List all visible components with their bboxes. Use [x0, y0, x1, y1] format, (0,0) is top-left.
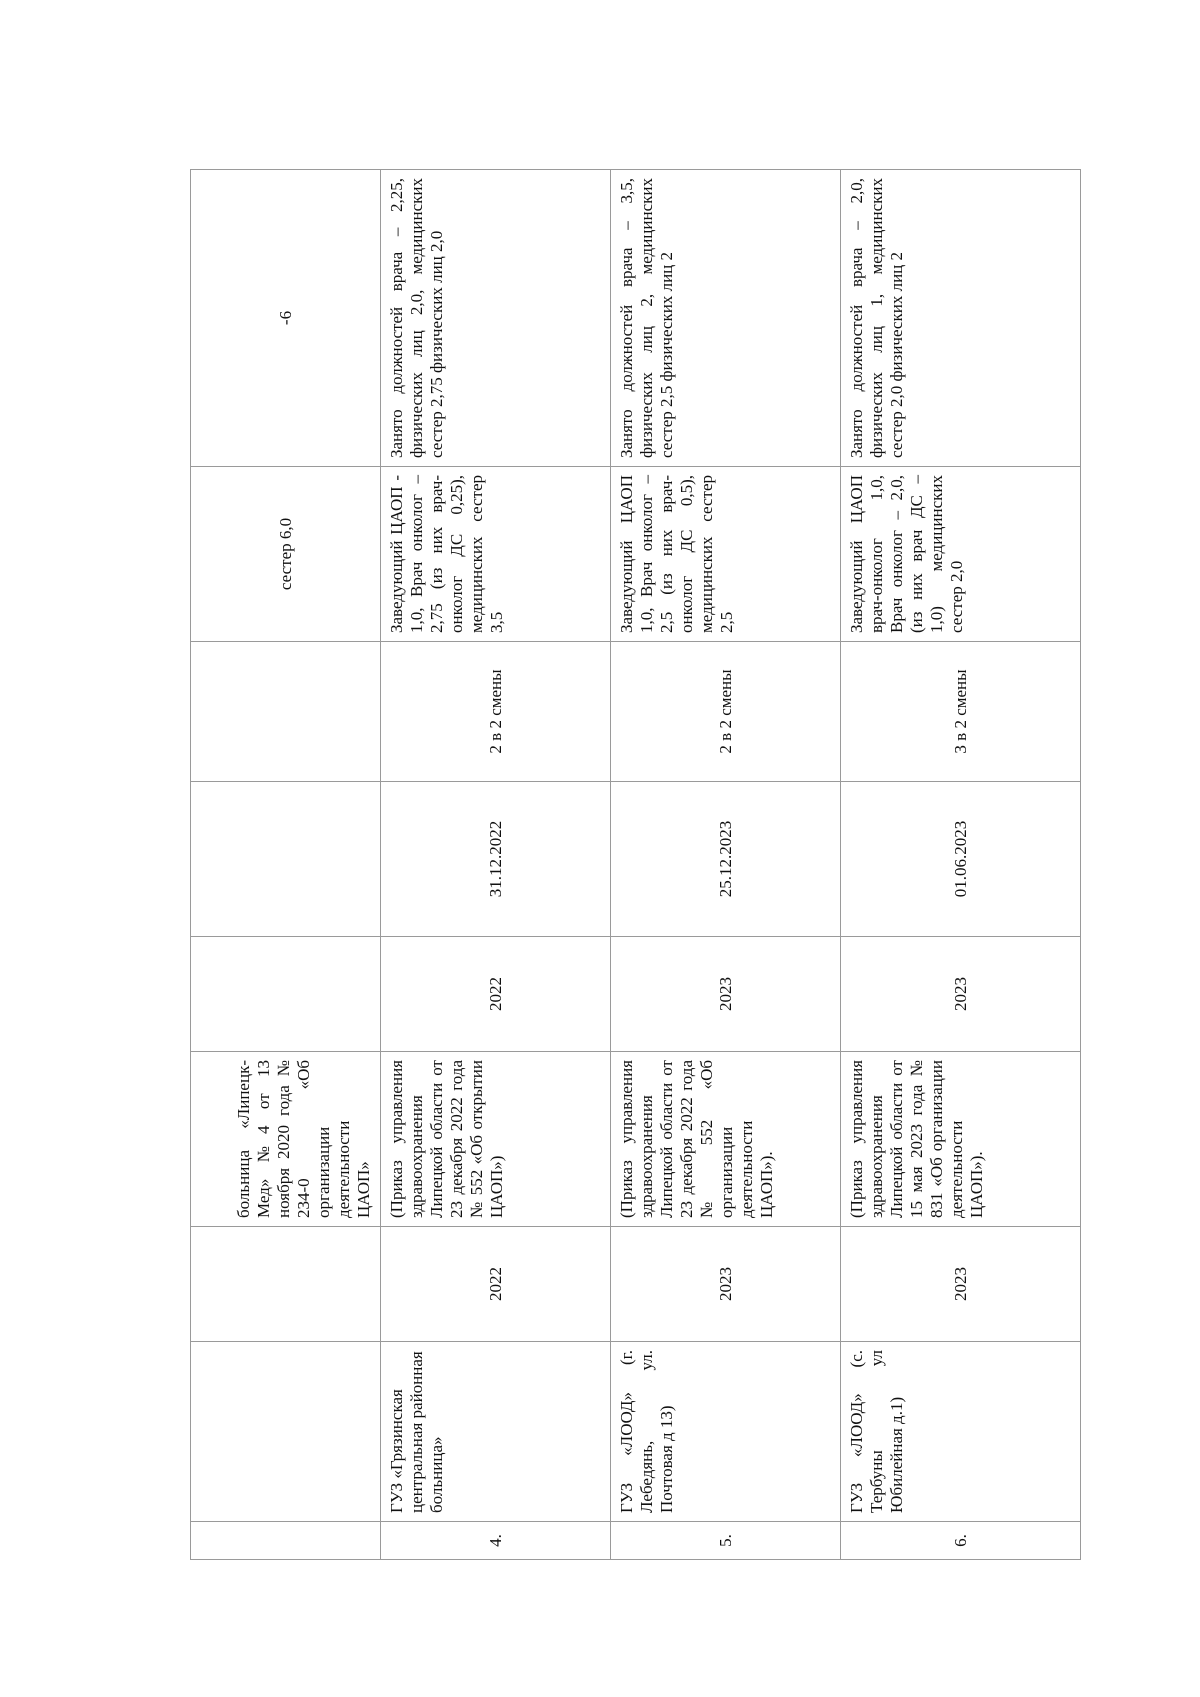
- occupied-cell: Занято должностей врача – 2,0, физических лиц 1, медицинских сестер 2,0 физических лиц 2: [841, 170, 1081, 467]
- staff-cell: Заведующий ЦАОП врач-онколог 1,0, Врач онколог – 2,0, (из них врач ДС – 1,0) медицинских сестер 2,0: [841, 467, 1081, 642]
- table-row: [191, 170, 381, 1560]
- year-cell: [191, 1227, 381, 1342]
- year-cell-2: [191, 937, 381, 1052]
- table-row: [611, 170, 841, 1560]
- date-cell: 31.12.2022: [381, 782, 611, 937]
- organization: ГУЗ «ЛООД» (г. Лебедянь, ул. Почтовая д 13): [611, 1342, 841, 1522]
- shifts-cell: 3 в 2 смены: [841, 642, 1081, 782]
- row-number: [191, 1522, 381, 1560]
- table-row: [841, 170, 1081, 1560]
- row-number: 4.: [381, 1522, 611, 1560]
- order-cell: (Приказ управления здравоохранения Липецкой области от 23 декабря 2022 года № 552 «Об организации деятельности ЦАОП»).: [611, 1052, 841, 1227]
- order-cell: (Приказ управления здравоохранения Липецкой области от 15 мая 2023 года № 831 «Об организации деятельности ЦАОП»).: [841, 1052, 1081, 1227]
- organization: ГУЗ «ЛООД» (с. Тербуны ул Юбилейная д.1): [841, 1342, 1081, 1522]
- order-cell: больница «Липецк-Мед» №4 от 13 ноября 2020 года № 234-0 «Об организации деятельности ЦАОП»: [191, 1052, 381, 1227]
- shifts-cell: [191, 642, 381, 782]
- row-number: 5.: [611, 1522, 841, 1560]
- occupied-cell: Занято должностей врача – 2,25, физических лиц 2,0, медицинских сестер 2,75 физических лиц 2,0: [381, 170, 611, 467]
- year-cell: 2023: [841, 1227, 1081, 1342]
- occupied-cell: Занято должностей врача – 3,5, физических лиц 2, медицинских сестер 2,5 физических лиц 2: [611, 170, 841, 467]
- staff-cell: сестер 6,0: [191, 467, 381, 642]
- order-cell: (Приказ управления здравоохранения Липецкой области от 23 декабря 2022 года № 552 «Об открытии ЦАОП»): [381, 1052, 611, 1227]
- shifts-cell: 2 в 2 смены: [381, 642, 611, 782]
- rotated-table-page: [190, 170, 1080, 1560]
- row-number: 6.: [841, 1522, 1081, 1560]
- year-cell-2: 2023: [611, 937, 841, 1052]
- shifts-cell: 2 в 2 смены: [611, 642, 841, 782]
- staff-cell: Заведующий ЦАОП - 1,0, Врач онколог – 2,75 (из них врач-онколог ДС 0,25), медицинских сестер 3,5: [381, 467, 611, 642]
- year-cell: 2023: [611, 1227, 841, 1342]
- year-cell-2: 2023: [841, 937, 1081, 1052]
- caop-table: [190, 169, 1081, 1560]
- organization: ГУЗ «Грязинская центральная районная больница»: [381, 1342, 611, 1522]
- table-row: [381, 170, 611, 1560]
- date-cell: 01.06.2023: [841, 782, 1081, 937]
- date-cell: [191, 782, 381, 937]
- year-cell-2: 2022: [381, 937, 611, 1052]
- organization: [191, 1342, 381, 1522]
- staff-cell: Заведующий ЦАОП 1,0, Врач онколог – 2,5 (из них врач-онколог ДС 0,5), медицинских сестер 2,5: [611, 467, 841, 642]
- date-cell: 25.12.2023: [611, 782, 841, 937]
- occupied-cell: -6: [191, 170, 381, 467]
- year-cell: 2022: [381, 1227, 611, 1342]
